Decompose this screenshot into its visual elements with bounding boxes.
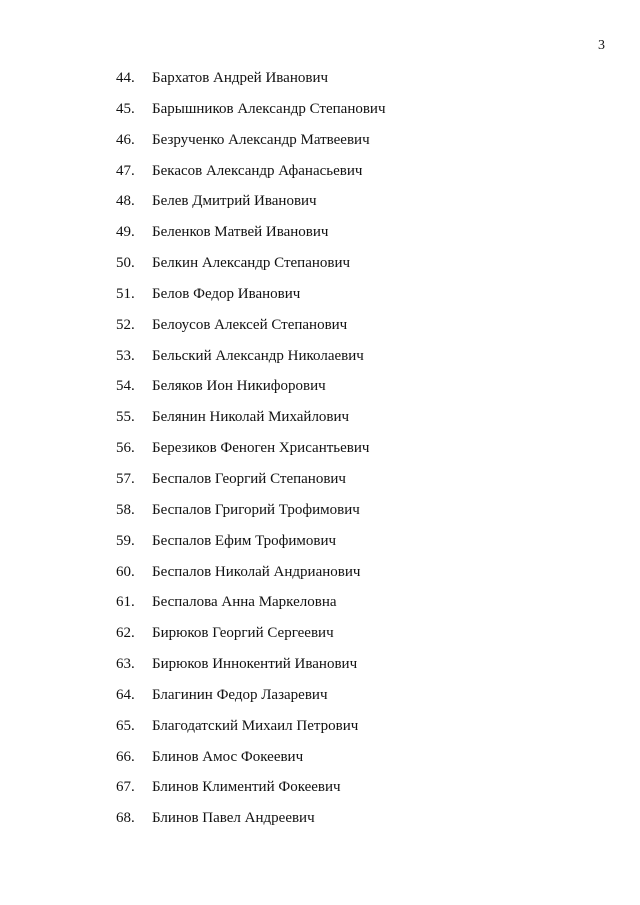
item-number: 65. xyxy=(116,717,135,734)
item-number: 49. xyxy=(116,224,135,241)
item-name: Блинов Амос Фокеевич xyxy=(152,748,304,765)
item-number: 58. xyxy=(116,501,135,518)
item-name: Благодатский Михаил Петрович xyxy=(152,717,359,734)
item-number: 60. xyxy=(116,563,135,580)
item-number: 61. xyxy=(116,594,135,611)
item-name: Белоусов Алексей Степанович xyxy=(152,316,348,333)
item-name: Беленков Матвей Иванович xyxy=(152,224,329,241)
item-number: 55. xyxy=(116,409,135,426)
item-number: 50. xyxy=(116,255,135,272)
item-name: Беспалов Николай Андрианович xyxy=(152,563,361,580)
item-number: 45. xyxy=(116,100,135,117)
page-number: 3 xyxy=(598,38,605,53)
item-name: Бекасов Александр Афанасьевич xyxy=(152,162,363,179)
item-number: 64. xyxy=(116,686,135,703)
item-number: 62. xyxy=(116,625,135,642)
item-name: Блинов Павел Андреевич xyxy=(152,810,315,827)
item-number: 67. xyxy=(116,779,135,796)
item-number: 48. xyxy=(116,193,135,210)
item-number: 68. xyxy=(116,810,135,827)
item-name: Беспалов Григорий Трофимович xyxy=(152,501,360,518)
item-number: 63. xyxy=(116,656,135,673)
item-name: Белкин Александр Степанович xyxy=(152,255,351,272)
item-name: Благинин Федор Лазаревич xyxy=(152,686,328,703)
item-number: 52. xyxy=(116,316,135,333)
item-name: Березиков Феноген Хрисантьевич xyxy=(152,440,370,457)
item-number: 53. xyxy=(116,347,135,364)
item-name: Безрученко Александр Матвеевич xyxy=(152,131,370,148)
item-number: 57. xyxy=(116,470,135,487)
item-number: 54. xyxy=(116,378,135,395)
item-name: Барышников Александр Степанович xyxy=(152,100,386,117)
item-name: Бельский Александр Николаевич xyxy=(152,347,364,364)
item-name: Беспалов Ефим Трофимович xyxy=(152,532,337,549)
item-name: Беспалова Анна Маркеловна xyxy=(152,594,337,611)
item-name: Белев Дмитрий Иванович xyxy=(152,193,317,210)
item-name: Беляков Ион Никифорович xyxy=(152,378,326,395)
item-name: Белянин Николай Михайлович xyxy=(152,409,350,426)
item-name: Белов Федор Иванович xyxy=(152,285,301,302)
item-number: 51. xyxy=(116,285,135,302)
item-number: 59. xyxy=(116,532,135,549)
item-number: 47. xyxy=(116,162,135,179)
item-number: 66. xyxy=(116,748,135,765)
item-number: 46. xyxy=(116,131,135,148)
item-name: Блинов Климентий Фокеевич xyxy=(152,779,341,796)
item-name: Бархатов Андрей Иванович xyxy=(152,70,329,86)
item-name: Бирюков Иннокентий Иванович xyxy=(152,656,358,673)
item-number: 44. xyxy=(116,70,135,86)
item-number: 56. xyxy=(116,440,135,457)
item-name: Беспалов Георгий Степанович xyxy=(152,470,346,487)
item-name: Бирюков Георгий Сергеевич xyxy=(152,625,334,642)
